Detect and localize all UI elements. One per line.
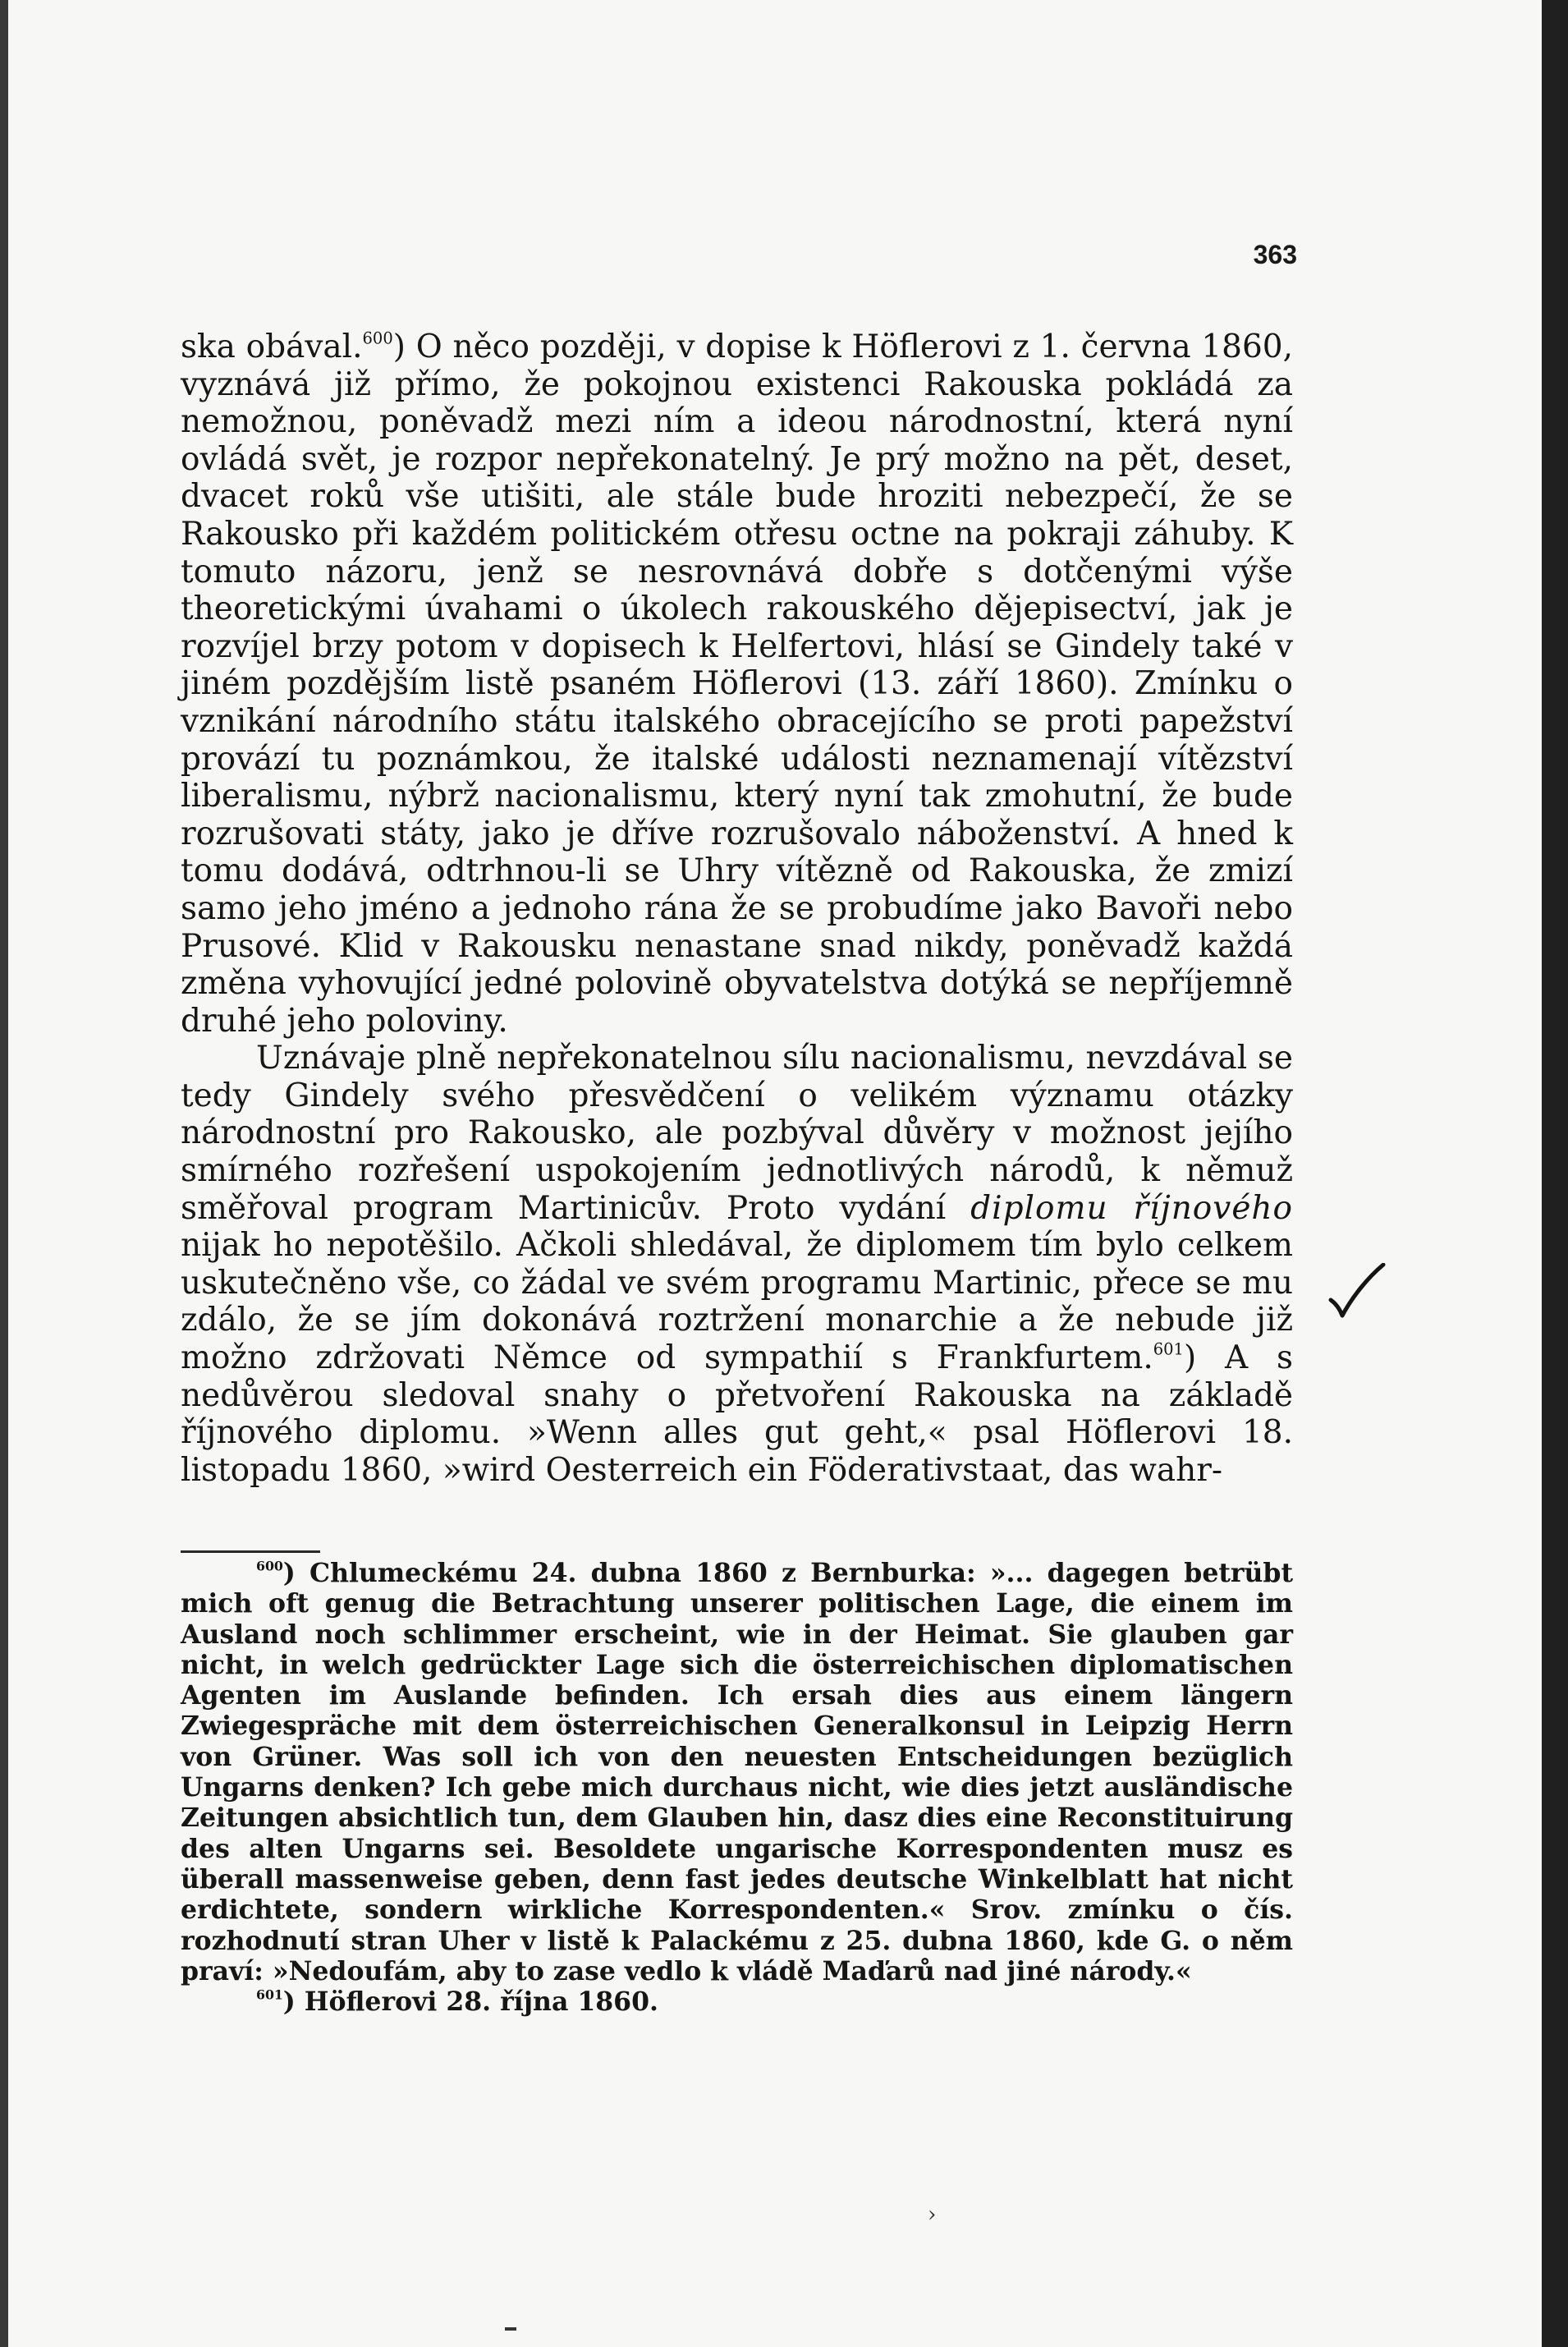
checkmark-annotation-icon [1328,1263,1386,1320]
paragraph-1-rest: ) O něco později, v dopise k Höflerovi z 1. června 1860, vyznává již přímo, že pokojnou existenci Rakouska pokládá za nemožnou, poněvadž mezi ním a ideou národnostní, která nyní ovládá svět, je rozpor nepřekonatelný. Je prý možno na pět, deset, dvacet roků vše utišiti, ale stále bude hroziti nebezpečí, že se Rakousko při každém politickém otřesu octne na pokraji záhuby. K tomuto názoru, jenž se nesrovnává dobře s dotčenými výše theoretickými úvahami o úkolech rakouského dějepisectví, jak je rozvíjel brzy potom v dopisech k Helfertovi, hlásí se Gindely také v jiném pozdějším listě psaném Höflerovi (13. září 1860). Zmínku o vznikání národního státu italského obracejícího se proti papežství provází tu poznámkou, že italské události neznamenají vítězství liberalismu, nýbrž nacionalismu, který nyní tak zmohutní, že bude rozrušovati státy, jako je dříve rozrušovalo náboženství. A hned k tomu dodává, odtrhnou-li se Uhry vítězně od Rakouska, že zmizí samo jeho jméno a jednoho rána že se probudíme jako Bavoři nebo Prusové. Klid v Rakousku nenastane snad nikdy, poněvadž každá změna vyhovující jedné polovině obyvatelstva dotýká se nepříjemně druhé jeho poloviny. [181,328,1293,1040]
paragraph-2-start: Uznávaje plně nepřekonatelnou sílu nacionalismu, nevzdával se tedy Gindely svého přesvědčení o velikém významu otázky národnostní pro Rakousko, ale pozbýval důvěry v možnost jejího smírného rozřešení uspokojením jednotlivých národů, k němuž směřoval program Martinicův. Proto vydání [181,1040,1293,1227]
main-text [181,328,1293,1489]
paragraph-1 [181,328,1293,1040]
footnote-600-text: ) Chlumeckému 24. dubna 1860 z Bernburka: »... dagegen betrübt mich oft genug die Betrachtung unserer politischen Lage, die einem im Ausland noch schlimmer erscheint, wie in der Heimat. Sie glauben gar nicht, in welch gedrückter Lage sich die österreichischen diplomatischen Agenten im Auslande befinden. Ich ersah dies aus einem längern Zwiegespräche mit dem österreichischen Generalkonsul in Leipzig Herrn von Grüner. Was soll ich von den neuesten Entscheidungen bezüglich Ungarns denken? Ich gebe mich durchaus nicht, wie dies jetzt ausländische Zeitungen absichtlich tun, dem Glauben hin, dasz dies eine Reconstituirung des alten Ungarns sei. Besoldete ungarische Korrespondenten musz es überall massenweise geben, denn fast jedes deutsche Winkelblatt hat nicht erdichtete, sondern wirkliche Korrespondenten.« Srov. zmínku o čís. rozhodnutí stran Uher v listě k Palackému z 25. dubna 1860, kde G. o něm praví: »Nedoufám, aby to zase vedlo k vládě Maďarů nad jiné národy.« [181,1558,1293,1986]
scan-right-edge [1542,0,1568,2347]
footnotes [181,1558,1293,2017]
footnote-separator [181,1550,320,1553]
footnote-600 [181,1558,1293,1986]
stray-mark: › [928,2202,937,2227]
footnote-601-text: ) Höflerovi 28. října 1860. [282,1986,658,2018]
scan-left-edge [0,0,8,2347]
page-number: 363 [1253,240,1297,269]
footnote-601-number: 601 [256,1986,283,2003]
paragraph-2-middle: nijak ho nepotěšilo. Ačkoli shledával, že diplomem tím bylo celkem uskutečněno vše, co žádal ve svém programu Martinic, přece se mu zdálo, že se jím dokonává roztržení monarchie a že nebude již možno zdržovati Němce od sympathií s Frankfurtem. [181,1227,1293,1377]
footnote-600-number: 600 [256,1558,283,1574]
paragraph-2-rest: ) A s nedůvěrou sledoval snahy o přetvoření Rakouska na základě říjnového diplomu. »Wenn alles gut geht,« psal Höflerovi 18. listopadu 1860, »wird Oesterreich ein Föderativstaat, das wahr- [181,1339,1293,1489]
footnote-ref-600: 600 [362,328,393,348]
paragraph-2 [181,1040,1293,1489]
emphasis-diplom: diplomu říjnového [970,1189,1293,1227]
scan-speck [505,2327,516,2331]
paragraph-1-start: ska obával. [181,328,363,365]
footnote-ref-601: 601 [1153,1339,1184,1359]
footnote-601 [181,1986,1293,2017]
